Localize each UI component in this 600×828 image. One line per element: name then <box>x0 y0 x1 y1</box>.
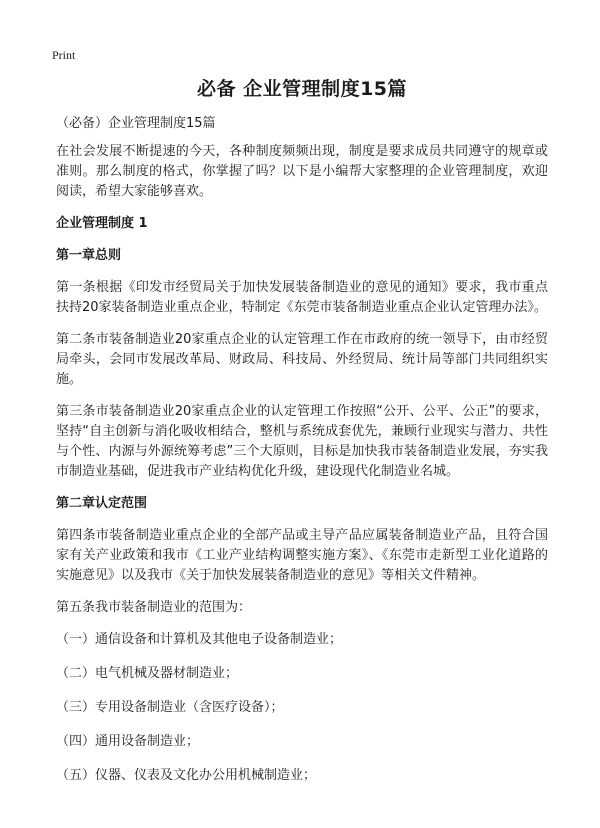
article-3: 第三条市装备制造业20家重点企业的认定管理工作按照“公开、公平、公正”的要求，坚持“自主创新与消化吸收相结合，整机与系统成套优先，兼顾行业现实与潜力、共性与个性、内源与外源统筹考虑”三个大原则，目标是加快我市装备制造业发展，夯实我市制造业基础，促进我市产业结构优化升级，建设现代化制造业名城。 <box>56 404 548 479</box>
article-4: 第四条市装备制造业重点企业的全部产品或主导产品应属装备制造业产品，且符合国家有关产业政策和我市《工业产业结构调整实施方案》、《东莞市走新型工业化道路的实施意见》以及我市《关于加快发展装备制造业的意见》等相关文件精神。 <box>56 528 548 583</box>
list-item: （二）电气机械及器材制造业； <box>56 666 239 681</box>
list-item: （三）专用设备制造业（含医疗设备）； <box>56 700 284 715</box>
list-item: （一）通信设备和计算机及其他电子设备制造业； <box>56 632 343 647</box>
intro-paragraph: 在社会发展不断提速的今天，各种制度频频出现，制度是要求成员共同遵守的规章或准则。那么制度的格式，你掌握了吗？以下是小编帮大家整理的企业管理制度，欢迎阅读，希望大家能够喜欢。 <box>56 144 548 199</box>
article-5: 第五条我市装备制造业的范围为： <box>56 600 252 615</box>
article-2: 第二条市装备制造业20家重点企业的认定管理工作在市政府的统一领导下，由市经贸局牵头，会同市发展改革局、财政局、科技局、外经贸局、统计局等部门共同组织实施。 <box>56 332 548 387</box>
chapter-1-heading: 第一章总则 <box>56 248 122 263</box>
list-item: （四）通用设备制造业； <box>56 734 200 749</box>
list-item: （五）仪器、仪表及文化办公用机械制造业； <box>56 768 317 783</box>
chapter-2-heading: 第二章认定范围 <box>56 496 148 511</box>
document-title: 必备 企业管理制度15篇 <box>196 78 408 100</box>
document-subtitle: （必备）企业管理制度15篇 <box>56 116 216 131</box>
document-page <box>56 76 548 800</box>
article-1: 第一条根据《印发市经贸局关于加快发展装备制造业的意见的通知》要求，我市重点扶持20家装备制造业重点企业，特制定《东莞市装备制造业重点企业认定管理办法》。 <box>56 280 548 315</box>
print-label: Print <box>52 48 76 62</box>
section-title: 企业管理制度 1 <box>56 216 148 231</box>
